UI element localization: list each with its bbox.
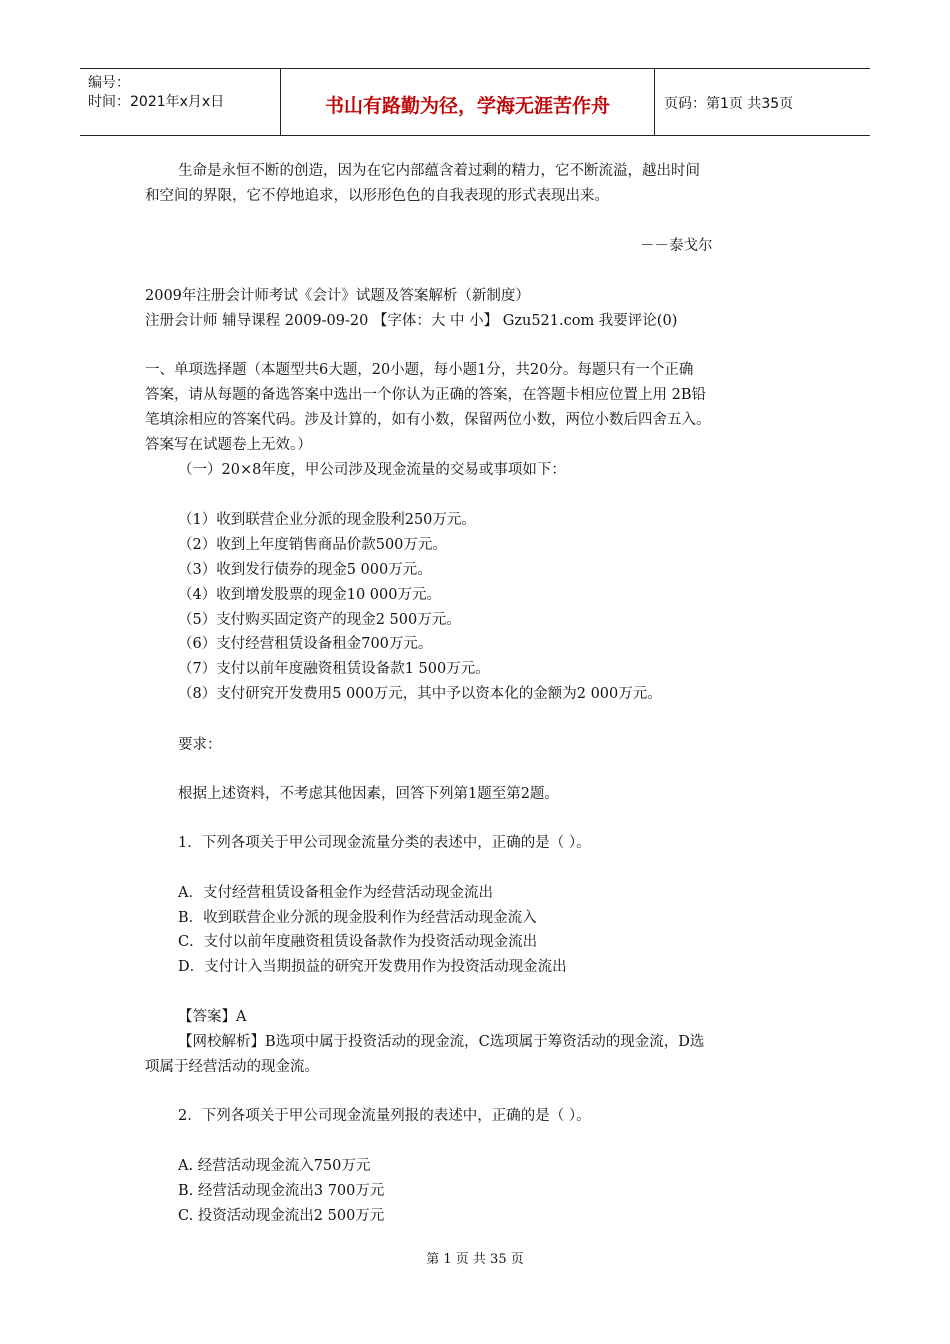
list-item: （4）收到增发股票的现金10 000万元。 bbox=[178, 587, 441, 603]
question-1-stem: 1．下列各项关于甲公司现金流量分类的表述中，正确的是（ ）。 bbox=[178, 835, 591, 851]
question-2-option: B. 经营活动现金流出3 700万元 bbox=[178, 1183, 385, 1199]
list-item: （5）支付购买固定资产的现金2 500万元。 bbox=[178, 612, 461, 628]
quote-line-2: 和空间的界限，它不停地追求，以形形色色的自我表现的形式表现出来。 bbox=[145, 188, 609, 204]
list-item: （8）支付研究开发费用5 000万元，其中予以资本化的金额为2 000万元。 bbox=[178, 686, 662, 702]
intro-line-4: 答案写在试题卷上无效。） bbox=[145, 437, 312, 453]
list-item: （3）收到发行债券的现金5 000万元。 bbox=[178, 562, 432, 578]
question-1-option: B．收到联营企业分派的现金股利作为经营活动现金流入 bbox=[178, 910, 537, 926]
quote-author: －－泰戈尔 bbox=[640, 238, 713, 254]
page-footer: 第 1 页 共 35 页 bbox=[426, 1252, 524, 1267]
intro-line-3: 笔填涂相应的答案代码。涉及计算的，如有小数，保留两位小数，两位小数后四舍五入。 bbox=[145, 412, 711, 428]
requirement-text: 根据上述资料，不考虑其他因素，回答下列第1题至第2题。 bbox=[178, 786, 559, 802]
list-item: （2）收到上年度销售商品价款500万元。 bbox=[178, 537, 447, 553]
question-2-option: C. 投资活动现金流出2 500万元 bbox=[178, 1208, 385, 1224]
quote-line-1: 生命是永恒不断的创造，因为在它内部蕴含着过剩的精力，它不断流溢，越出时间 bbox=[178, 163, 700, 179]
question-1-analysis-line-2: 项属于经营活动的现金流。 bbox=[145, 1059, 319, 1075]
article-meta: 注册会计师 辅导课程 2009-09-20 【字体：大 中 小】 Gzu521.com 我要评论(0) bbox=[145, 313, 678, 329]
time-label: 时间：2021年x月x日 bbox=[88, 94, 225, 110]
question-1-answer: 【答案】A bbox=[178, 1009, 247, 1025]
motto: 书山有路勤为径，学海无涯苦作舟 bbox=[324, 95, 610, 117]
header-right-cell bbox=[654, 69, 870, 135]
page-info: 页码：第1页 共35页 bbox=[664, 96, 794, 112]
question-1-option: D．支付计入当期损益的研究开发费用作为投资活动现金流出 bbox=[178, 959, 567, 975]
article-title: 2009年注册会计师考试《会计》试题及答案解析（新制度） bbox=[145, 288, 530, 304]
page-header bbox=[80, 68, 870, 136]
requirement-label: 要求： bbox=[178, 737, 222, 753]
intro-line-2: 答案，请从每题的备选答案中选出一个你认为正确的答案，在答题卡相应位置上用 2B铅 bbox=[145, 387, 706, 403]
header-motto-cell bbox=[280, 69, 655, 135]
intro-line-1: 一、单项选择题（本题型共6大题，20小题，每小题1分，共20分。每题只有一个正确 bbox=[145, 362, 694, 378]
list-item: （1）收到联营企业分派的现金股利250万元。 bbox=[178, 512, 476, 528]
number-label: 编号： bbox=[88, 75, 130, 91]
question-2-option: A. 经营活动现金流入750万元 bbox=[178, 1158, 371, 1174]
question-1-option: C．支付以前年度融资租赁设备款作为投资活动现金流出 bbox=[178, 934, 538, 950]
intro-line-5: （一）20×8年度，甲公司涉及现金流量的交易或事项如下： bbox=[178, 462, 566, 478]
question-1-analysis-line-1: 【网校解析】B选项中属于投资活动的现金流，C选项属于筹资活动的现金流，D选 bbox=[178, 1034, 705, 1050]
question-1-option: A．支付经营租赁设备租金作为经营活动现金流出 bbox=[178, 885, 493, 901]
list-item: （7）支付以前年度融资租赁设备款1 500万元。 bbox=[178, 661, 490, 677]
question-2-stem: 2．下列各项关于甲公司现金流量列报的表述中，正确的是（ ）。 bbox=[178, 1108, 591, 1124]
list-item: （6）支付经营租赁设备租金700万元。 bbox=[178, 636, 433, 652]
header-left-cell bbox=[80, 69, 280, 135]
